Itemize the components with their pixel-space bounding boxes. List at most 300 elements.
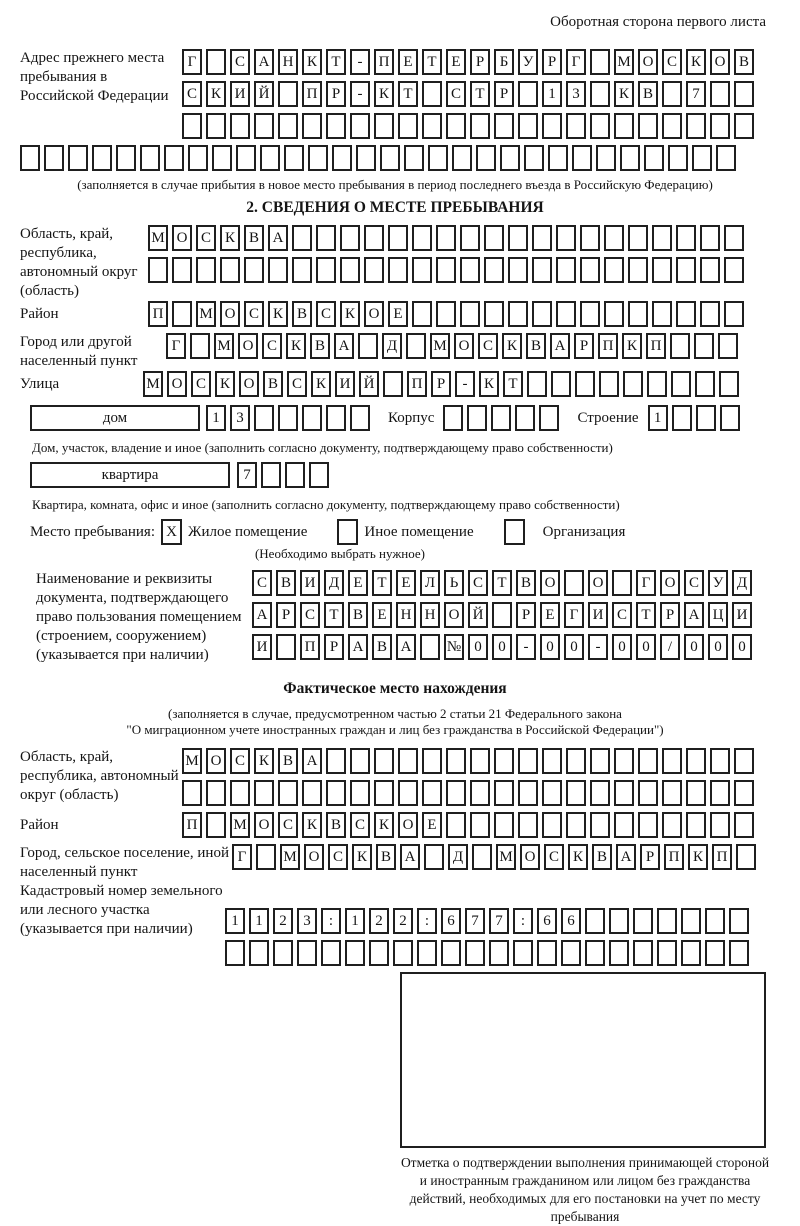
form-cell <box>492 602 512 628</box>
form-cell <box>476 145 496 171</box>
form-cell <box>676 257 696 283</box>
form-cell: 0 <box>540 634 560 660</box>
form-cell: С <box>350 812 370 838</box>
form-cell <box>422 780 442 806</box>
form-cell <box>662 812 682 838</box>
option-org-label: Организация <box>542 523 626 540</box>
form-cell <box>460 257 480 283</box>
form-cell <box>532 301 552 327</box>
form-cell: С <box>278 812 298 838</box>
form-cell <box>513 940 533 966</box>
form-cell <box>196 257 216 283</box>
form-cell <box>566 812 586 838</box>
form-cell: 0 <box>492 634 512 660</box>
form-cell: Т <box>636 602 656 628</box>
form-cell: И <box>588 602 608 628</box>
form-cell <box>500 145 520 171</box>
region-row-1 <box>148 225 770 252</box>
form-cell: С <box>191 371 211 397</box>
form-cell <box>508 301 528 327</box>
form-cell <box>652 301 672 327</box>
actual-region-row-1 <box>182 748 770 775</box>
form-cell <box>249 940 269 966</box>
form-cell <box>604 225 624 251</box>
form-cell: Р <box>276 602 296 628</box>
checkbox-org <box>504 519 525 545</box>
form-cell <box>467 405 487 431</box>
form-cell <box>393 940 413 966</box>
form-cell <box>652 257 672 283</box>
form-cell: С <box>478 333 498 359</box>
form-cell <box>398 113 418 139</box>
form-cell: К <box>286 333 306 359</box>
form-cell <box>172 257 192 283</box>
form-cell <box>326 405 346 431</box>
form-cell: О <box>540 570 560 596</box>
form-cell <box>638 113 658 139</box>
form-cell: Д <box>732 570 752 596</box>
form-cell <box>465 940 485 966</box>
form-cell <box>422 81 442 107</box>
form-cell <box>705 908 725 934</box>
form-cell: А <box>302 748 322 774</box>
form-cell: О <box>710 49 730 75</box>
form-cell: 0 <box>612 634 632 660</box>
checkbox-inoe <box>337 519 358 545</box>
form-cell: В <box>278 748 298 774</box>
form-cell <box>580 225 600 251</box>
form-cell <box>398 748 418 774</box>
form-cell <box>657 940 677 966</box>
form-cell: С <box>468 570 488 596</box>
form-cell: : <box>513 908 533 934</box>
form-cell <box>412 225 432 251</box>
form-cell: 2 <box>369 908 389 934</box>
form-cell: А <box>396 634 416 660</box>
form-cell <box>364 257 384 283</box>
form-cell: У <box>708 570 728 596</box>
form-cell: Г <box>232 844 252 870</box>
form-cell: - <box>350 81 370 107</box>
form-cell: К <box>268 301 288 327</box>
form-cell: С <box>262 333 282 359</box>
form-cell <box>380 145 400 171</box>
form-cell <box>494 748 514 774</box>
form-cell: Г <box>564 602 584 628</box>
form-cell <box>268 257 288 283</box>
form-cell <box>278 81 298 107</box>
form-cell: Т <box>503 371 523 397</box>
form-cell: О <box>454 333 474 359</box>
form-cell <box>590 748 610 774</box>
form-cell <box>566 113 586 139</box>
district-label: Район <box>20 306 59 322</box>
form-cell: - <box>455 371 475 397</box>
form-cell: О <box>444 602 464 628</box>
form-cell <box>443 405 463 431</box>
apartment-number-cells <box>237 462 333 489</box>
form-cell <box>340 257 360 283</box>
form-cell: 2 <box>273 908 293 934</box>
form-cell <box>695 371 715 397</box>
form-cell: 3 <box>297 908 317 934</box>
form-cell <box>590 812 610 838</box>
form-cell <box>350 405 370 431</box>
form-cell <box>672 405 692 431</box>
form-cell: С <box>544 844 564 870</box>
form-cell: Е <box>372 602 392 628</box>
form-cell <box>700 225 720 251</box>
form-cell: М <box>430 333 450 359</box>
form-cell <box>542 113 562 139</box>
form-cell <box>614 113 634 139</box>
form-cell <box>736 844 756 870</box>
apartment-note: Квартира, комната, офис и иное (заполнить согласно документу, подтверждающему право собственности) <box>32 497 620 512</box>
form-cell <box>556 257 576 283</box>
form-cell: 7 <box>686 81 706 107</box>
form-cell <box>436 225 456 251</box>
form-cell <box>681 940 701 966</box>
form-cell <box>720 405 740 431</box>
form-cell: В <box>348 602 368 628</box>
form-cell <box>604 257 624 283</box>
checkbox-zhiloe: X <box>161 519 182 545</box>
form-cell: М <box>148 225 168 251</box>
form-cell <box>470 780 490 806</box>
prev-address-row-2 <box>182 81 770 108</box>
form-cell <box>292 225 312 251</box>
form-cell <box>662 81 682 107</box>
city-label: Город или другой населенный пункт <box>20 334 138 369</box>
form-cell: Е <box>422 812 442 838</box>
document-block <box>20 570 770 666</box>
form-cell <box>710 81 730 107</box>
form-cell: К <box>686 49 706 75</box>
document-row-2 <box>252 602 770 629</box>
form-cell <box>580 301 600 327</box>
form-cell: С <box>328 844 348 870</box>
form-cell <box>254 405 274 431</box>
form-cell <box>657 908 677 934</box>
form-cell <box>422 113 442 139</box>
form-cell <box>446 748 466 774</box>
form-cell: М <box>496 844 516 870</box>
form-cell: Й <box>468 602 488 628</box>
form-cell: Н <box>420 602 440 628</box>
form-cell <box>188 145 208 171</box>
form-cell: 1 <box>225 908 245 934</box>
form-cell <box>236 145 256 171</box>
form-cell <box>716 145 736 171</box>
actual-district-label: Район <box>20 817 59 833</box>
form-cell <box>686 748 706 774</box>
form-cell: К <box>215 371 235 397</box>
form-cell: 3 <box>230 405 250 431</box>
form-cell: Р <box>574 333 594 359</box>
form-cell: В <box>734 49 754 75</box>
form-cell: Н <box>396 602 416 628</box>
form-cell <box>572 145 592 171</box>
form-cell: К <box>614 81 634 107</box>
form-cell: В <box>292 301 312 327</box>
form-cell: Р <box>431 371 451 397</box>
form-cell: С <box>196 225 216 251</box>
form-cell: С <box>316 301 336 327</box>
form-cell: 7 <box>237 462 257 488</box>
form-cell <box>575 371 595 397</box>
form-cell <box>696 405 716 431</box>
form-cell: К <box>302 812 322 838</box>
form-cell <box>614 780 634 806</box>
form-cell <box>374 748 394 774</box>
form-cell: Т <box>422 49 442 75</box>
form-cell <box>590 113 610 139</box>
form-cell <box>734 812 754 838</box>
form-cell <box>729 908 749 934</box>
form-cell <box>638 780 658 806</box>
form-cell <box>551 371 571 397</box>
form-cell <box>668 145 688 171</box>
form-cell: М <box>143 371 163 397</box>
form-cell <box>321 940 341 966</box>
actual-location-note-2: "О миграционном учете иностранных граждан и лиц без гражданства в Российской Федерации") <box>126 722 664 737</box>
house-note: Дом, участок, владение и иное (заполнить согласно документу, подтверждающему право собственности) <box>32 440 613 455</box>
form-cell: № <box>444 634 464 660</box>
form-cell <box>590 49 610 75</box>
form-cell <box>537 940 557 966</box>
form-cell <box>470 748 490 774</box>
form-cell: О <box>172 225 192 251</box>
form-cell <box>140 145 160 171</box>
form-cell <box>470 812 490 838</box>
form-cell <box>692 145 712 171</box>
form-cell: 1 <box>345 908 365 934</box>
form-cell <box>609 940 629 966</box>
form-cell: А <box>334 333 354 359</box>
form-cell <box>734 113 754 139</box>
form-cell: Р <box>640 844 660 870</box>
form-cell: С <box>300 602 320 628</box>
house-number-cells <box>206 405 374 432</box>
form-cell: О <box>398 812 418 838</box>
form-cell <box>206 49 226 75</box>
form-cell: Е <box>540 602 560 628</box>
form-cell <box>686 812 706 838</box>
form-cell: П <box>407 371 427 397</box>
actual-location-note-1: (заполняется в случае, предусмотренном частью 2 статьи 21 Федерального закона <box>168 706 622 721</box>
form-cell: С <box>446 81 466 107</box>
form-cell <box>172 301 192 327</box>
form-cell <box>116 145 136 171</box>
form-cell: К <box>688 844 708 870</box>
form-cell: Е <box>398 49 418 75</box>
form-cell: К <box>374 812 394 838</box>
form-cell: / <box>660 634 680 660</box>
form-cell <box>494 113 514 139</box>
form-cell <box>225 940 245 966</box>
form-cell <box>662 748 682 774</box>
form-cell <box>734 748 754 774</box>
actual-city-label: Город, сельское поселение, иной населенный пункт <box>20 845 229 880</box>
form-cell: 2 <box>393 908 413 934</box>
form-cell: Т <box>326 49 346 75</box>
form-cell: Й <box>254 81 274 107</box>
apartment-type-box: квартира <box>30 462 230 488</box>
form-cell: И <box>335 371 355 397</box>
form-cell <box>302 113 322 139</box>
form-cell <box>518 113 538 139</box>
form-cell: Т <box>398 81 418 107</box>
form-cell <box>285 462 305 488</box>
form-cell: О <box>238 333 258 359</box>
form-cell <box>182 780 202 806</box>
form-cell <box>230 113 250 139</box>
form-cell: В <box>310 333 330 359</box>
form-cell: 0 <box>708 634 728 660</box>
form-cell: О <box>254 812 274 838</box>
form-cell: 1 <box>206 405 226 431</box>
form-cell <box>436 301 456 327</box>
form-cell: И <box>300 570 320 596</box>
cadastral-row-2 <box>225 940 770 967</box>
form-cell <box>561 940 581 966</box>
stamp-area <box>400 972 770 1226</box>
form-cell <box>686 113 706 139</box>
form-cell: В <box>526 333 546 359</box>
form-cell <box>518 812 538 838</box>
form-cell <box>539 405 559 431</box>
region-block <box>20 225 770 301</box>
form-cell <box>309 462 329 488</box>
form-cell <box>494 812 514 838</box>
stroenie-label: Строение <box>577 410 639 426</box>
form-cell: В <box>276 570 296 596</box>
form-cell <box>694 333 714 359</box>
form-cell: 1 <box>542 81 562 107</box>
form-cell <box>254 113 274 139</box>
form-cell: К <box>311 371 331 397</box>
form-cell <box>556 301 576 327</box>
actual-region-label: Область, край, республика, автономный округ (область) <box>20 749 179 803</box>
form-cell <box>284 145 304 171</box>
form-cell: Г <box>636 570 656 596</box>
form-cell: К <box>374 81 394 107</box>
street-label: Улица <box>20 376 60 392</box>
form-cell <box>524 145 544 171</box>
form-cell <box>261 462 281 488</box>
form-cell: Р <box>660 602 680 628</box>
form-cell <box>332 145 352 171</box>
form-cell <box>676 301 696 327</box>
form-cell: Р <box>494 81 514 107</box>
form-cell <box>508 225 528 251</box>
form-cell <box>729 940 749 966</box>
form-cell <box>374 113 394 139</box>
form-cell <box>719 371 739 397</box>
option-zhiloe-label: Жилое помещение <box>188 523 308 540</box>
form-cell <box>644 145 664 171</box>
form-cell: И <box>252 634 272 660</box>
form-cell <box>230 780 250 806</box>
form-cell <box>364 225 384 251</box>
form-cell: Р <box>324 634 344 660</box>
form-cell: О <box>304 844 324 870</box>
form-cell <box>436 257 456 283</box>
form-cell <box>491 405 511 431</box>
option-inoe-label: Иное помещение <box>364 523 474 540</box>
form-cell <box>647 371 667 397</box>
form-cell: О <box>660 570 680 596</box>
form-cell <box>276 634 296 660</box>
form-cell <box>628 301 648 327</box>
form-cell <box>700 257 720 283</box>
form-cell <box>614 748 634 774</box>
form-cell: Т <box>324 602 344 628</box>
form-cell <box>446 780 466 806</box>
form-cell <box>633 940 653 966</box>
form-cell: В <box>638 81 658 107</box>
form-cell: А <box>550 333 570 359</box>
form-cell: П <box>374 49 394 75</box>
form-cell <box>350 748 370 774</box>
form-cell: М <box>280 844 300 870</box>
form-cell: П <box>182 812 202 838</box>
form-cell <box>564 570 584 596</box>
prev-address-grids <box>182 49 770 145</box>
form-cell <box>590 81 610 107</box>
form-cell: А <box>684 602 704 628</box>
form-cell <box>460 301 480 327</box>
form-cell: С <box>244 301 264 327</box>
form-cell: П <box>300 634 320 660</box>
form-cell: - <box>516 634 536 660</box>
form-cell <box>566 780 586 806</box>
form-cell <box>670 333 690 359</box>
form-cell: И <box>230 81 250 107</box>
form-cell: С <box>252 570 272 596</box>
form-cell <box>212 145 232 171</box>
form-cell <box>718 333 738 359</box>
form-cell <box>297 940 317 966</box>
form-cell <box>428 145 448 171</box>
form-cell <box>532 257 552 283</box>
form-cell: П <box>302 81 322 107</box>
form-cell: К <box>622 333 642 359</box>
form-cell: А <box>348 634 368 660</box>
form-cell: О <box>167 371 187 397</box>
form-cell: П <box>598 333 618 359</box>
form-cell <box>614 812 634 838</box>
form-cell: Е <box>396 570 416 596</box>
form-cell <box>326 748 346 774</box>
form-cell: А <box>254 49 274 75</box>
form-cell <box>164 145 184 171</box>
document-row-1 <box>252 570 770 597</box>
form-cell <box>590 780 610 806</box>
form-cell <box>422 748 442 774</box>
form-cell <box>628 225 648 251</box>
stroenie-cells <box>648 405 744 432</box>
form-cell: С <box>230 748 250 774</box>
form-cell: О <box>220 301 240 327</box>
form-cell <box>596 145 616 171</box>
form-cell <box>358 333 378 359</box>
form-cell: Е <box>348 570 368 596</box>
form-cell <box>599 371 619 397</box>
form-cell <box>254 780 274 806</box>
form-cell <box>446 113 466 139</box>
form-cell: С <box>287 371 307 397</box>
